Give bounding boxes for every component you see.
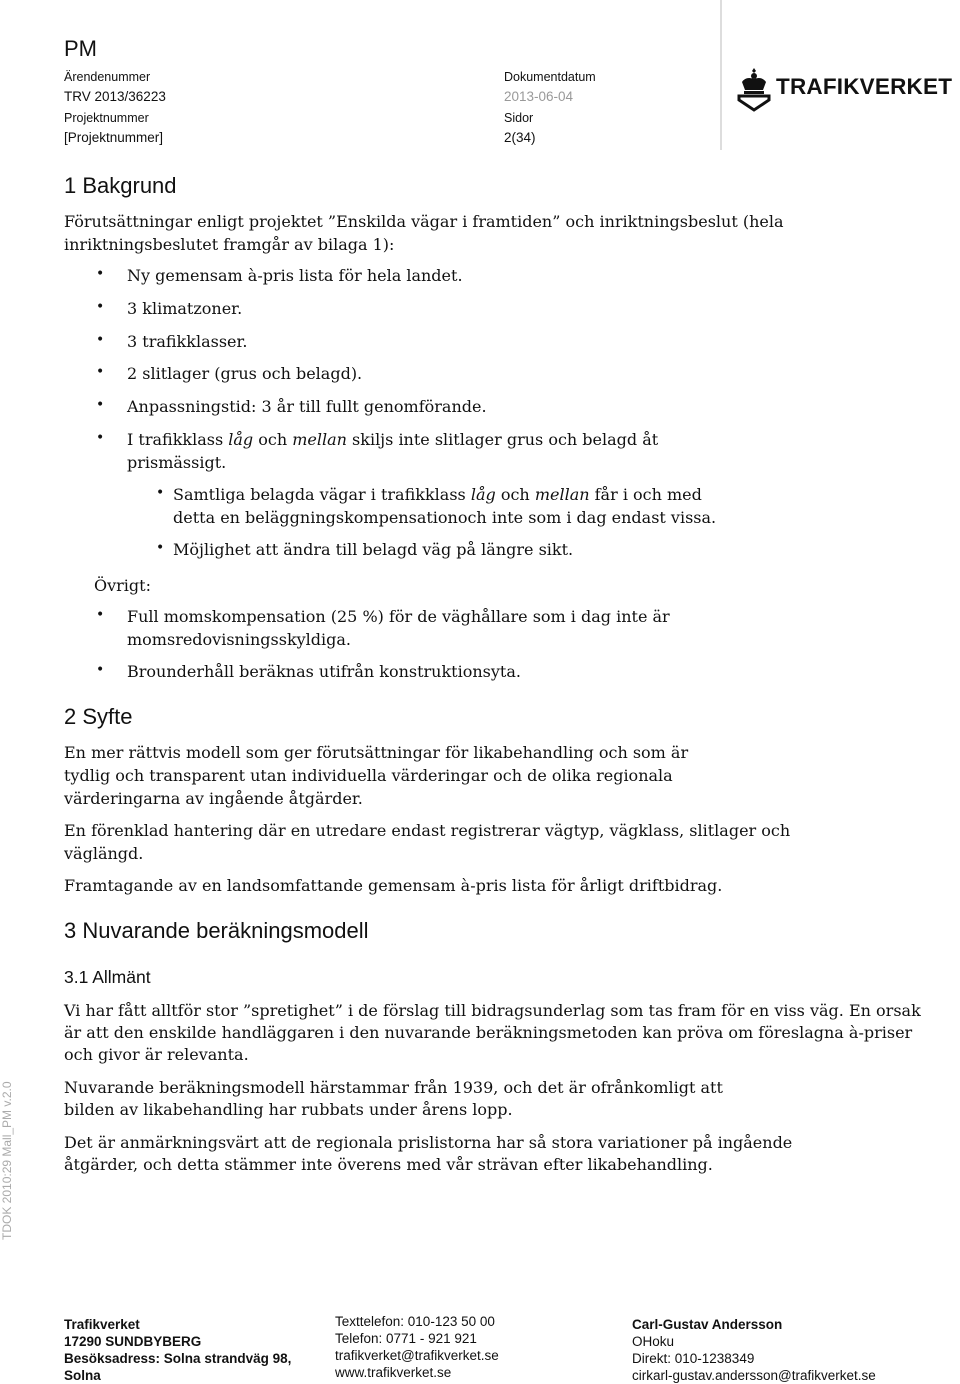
- crown-icon: [736, 66, 772, 112]
- bullet-dot: •: [156, 485, 165, 501]
- header-divider: [720, 0, 722, 150]
- list-item: Full momskompensation (25 %) för de väghållare som i dag inte är: [127, 607, 670, 626]
- paragraph-line: åtgärder, och detta stämmer inte överens med vår strävan efter likabehandling.: [64, 1155, 713, 1174]
- list-item: 3 klimatzoner.: [127, 299, 243, 318]
- paragraph-line: väglängd.: [64, 844, 144, 863]
- bullet-dot: •: [96, 332, 105, 348]
- footer-contact: Texttelefon: 010-123 50 00 Telefon: 0771 - 921 921 trafikverket@trafikverket.se www.trafikverket.se: [335, 1314, 499, 1380]
- sidor-label: Sidor: [504, 111, 534, 125]
- section-heading-bakgrund: 1 Bakgrund: [64, 173, 177, 198]
- arende-value: TRV 2013/36223: [64, 89, 166, 104]
- bullet-dot: •: [96, 607, 105, 623]
- bullet-dot: •: [96, 662, 105, 678]
- list-item: 3 trafikklasser.: [127, 332, 248, 351]
- section-heading-syfte: 2 Syfte: [64, 704, 133, 729]
- datum-value: 2013-06-04: [504, 89, 574, 104]
- list-item-continuation: momsredovisningsskyldiga.: [127, 630, 352, 649]
- bullet-dot: •: [96, 397, 105, 413]
- paragraph-line: bilden av likabehandling har rubbats under årens lopp.: [64, 1100, 513, 1119]
- bullet-dot: •: [96, 430, 105, 446]
- logo-text: TRAFIKVERKET: [776, 74, 953, 99]
- ovrigt-label: Övrigt:: [94, 576, 151, 595]
- bullet-dot: •: [96, 266, 105, 282]
- sidor-value: 2(34): [504, 130, 536, 145]
- sub-list-item: Samtliga belagda vägar i trafikklass låg och mellan får i och med: [173, 485, 702, 504]
- doc-type: PM: [64, 36, 97, 61]
- list-item: Anpassningstid: 3 år till fullt genomförande.: [127, 397, 487, 416]
- list-item: 2 slitlager (grus och belagd).: [127, 364, 363, 383]
- paragraph-line: är att den enskilde handläggaren i den nuvarande beräkningsmetoden kan pröva om föreslagna à-priser: [64, 1023, 913, 1042]
- intro-line-1: Förutsättningar enligt projektet ”Enskilda vägar i framtiden” och inriktningsbeslut (hela: [64, 212, 784, 231]
- footer-person: Carl-Gustav Andersson OHoku Direkt: 010-1238349 cirkarl-gustav.andersson@trafikverket.se: [632, 1317, 876, 1383]
- section-heading-nuvarande: 3 Nuvarande beräkningsmodell: [64, 918, 369, 943]
- paragraph-line: Vi har fått alltför stor ”spretighet” i de förslag till bidragsunderlag som tas fram för en viss väg. En orsak: [64, 1001, 921, 1020]
- intro-line-2: inriktningsbeslutet framgår av bilaga 1):: [64, 235, 395, 254]
- paragraph-line: tydlig och transparent utan individuella värderingar och de olika regionala: [64, 766, 673, 785]
- sub-list-item: Möjlighet att ändra till belagd väg på längre sikt.: [173, 540, 574, 559]
- subsection-heading-allmant: 3.1 Allmänt: [64, 967, 151, 987]
- projekt-value: [Projektnummer]: [64, 130, 164, 145]
- paragraph-line: En mer rättvis modell som ger förutsättningar för likabehandling och som är: [64, 743, 689, 762]
- list-item-continuation: prismässigt.: [127, 453, 227, 472]
- footer-address: Trafikverket 17290 SUNDBYBERG Besöksadress: Solna strandväg 98, Solna: [64, 1317, 292, 1383]
- arende-label: Ärendenummer: [64, 70, 151, 84]
- list-item-trafikklass: I trafikklass låg och mellan skiljs inte slitlager grus och belagd åt: [127, 430, 659, 449]
- paragraph-line: och givor är relevanta.: [64, 1045, 249, 1064]
- paragraph-line: värderingarna av ingående åtgärder.: [64, 789, 363, 808]
- paragraph-line: Nuvarande beräkningsmodell härstammar från 1939, och det är ofrånkomligt att: [64, 1078, 723, 1097]
- list-item: Ny gemensam à-pris lista för hela landet.: [127, 266, 463, 285]
- list-item: Brounderhåll beräknas utifrån konstruktionsyta.: [127, 662, 521, 681]
- bullet-dot: •: [96, 299, 105, 315]
- paragraph-line: En förenklad hantering där en utredare endast registrerar vägtyp, vägklass, slitlager och: [64, 821, 791, 840]
- paragraph-line: Det är anmärkningsvärt att de regionala prislistorna har så stora variationer på ingående: [64, 1133, 793, 1152]
- trafikverket-logo: [736, 66, 960, 112]
- datum-label: Dokumentdatum: [504, 70, 596, 84]
- projekt-label: Projektnummer: [64, 111, 149, 125]
- template-id: TDOK 2010:29 Mall_PM v.2.0: [0, 1081, 14, 1240]
- paragraph-line: Framtagande av en landsomfattande gemensam à-pris lista för årligt driftbidrag.: [64, 876, 723, 895]
- sub-list-item-continuation: detta en beläggningskompensationoch inte som i dag endast vissa.: [173, 508, 717, 527]
- bullet-dot: •: [156, 540, 165, 556]
- bullet-dot: •: [96, 364, 105, 380]
